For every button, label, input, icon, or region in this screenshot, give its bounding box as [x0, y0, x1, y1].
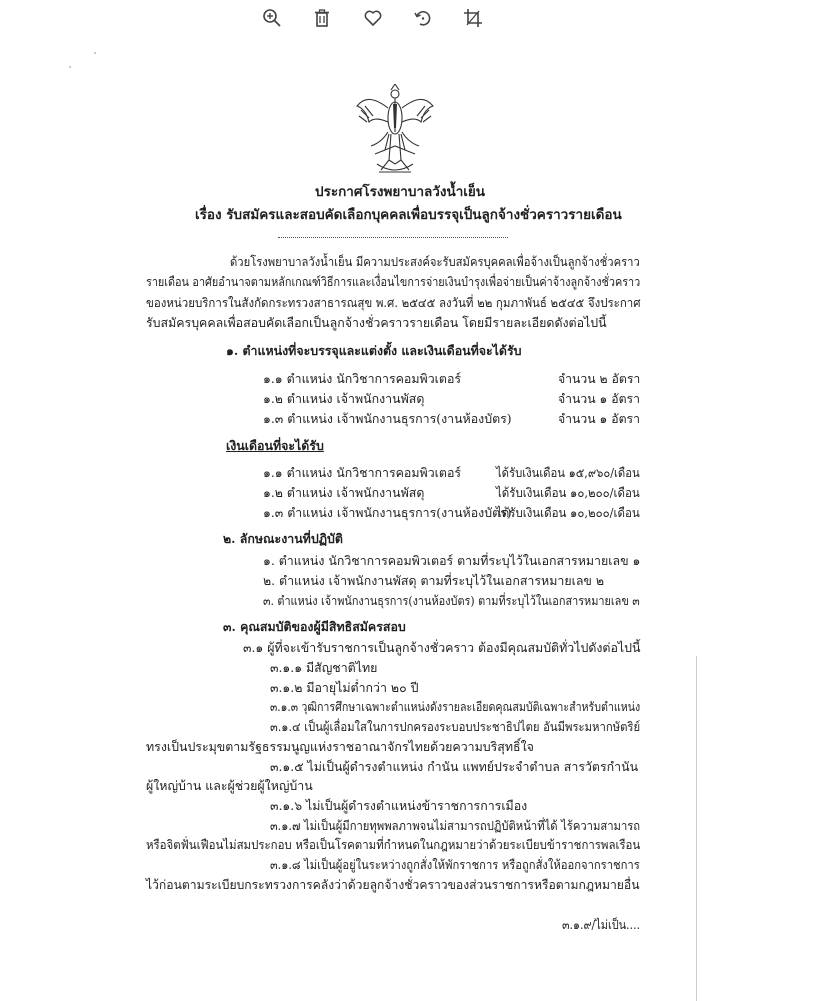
document-page: [0, 36, 833, 986]
title-divider: [278, 237, 508, 238]
zoom-in-icon: [262, 8, 282, 28]
intro-line-4: รับสมัครบุคคลเพื่อสอบคัดเลือกเป็นลูกจ้างชั่วคราวรายเดือน โดยมีรายละเอียดดังต่อไปนี้: [146, 315, 607, 330]
qualification-item: ๓.๑.๓ วุฒิการศึกษาเฉพาะตำแหน่งดังรายละเอียดคุณสมบัติเฉพาะสำหรับตำแหน่ง: [270, 699, 641, 714]
intro-line-3: ของหน่วยบริการในสังกัดกระทรวงสาธารณสุข พ.ศ. ๒๕๔๕ ลงวันที่ ๒๒ กุมภาพันธ์ ๒๕๔๕ จึงประกาศ: [146, 295, 641, 310]
position-count: จำนวน ๑ อัตรา: [558, 391, 640, 406]
section-2-heading: ๒. ลักษณะงานที่ปฏิบัติ: [223, 531, 343, 546]
duty-item: ๑. ตำแหน่ง นักวิชาการคอมพิวเตอร์ ตามที่ระบุไว้ในเอกสารหมายเลข ๑: [263, 553, 641, 568]
section-3-heading: ๓. คุณสมบัติของผู้มีสิทธิสมัครสอบ: [223, 619, 406, 634]
crop-icon: [463, 8, 483, 28]
delete-button[interactable]: [310, 6, 334, 30]
page-edge-line: [696, 656, 697, 1001]
salary-position: ๑.๓ ตำแหน่ง เจ้าพนักงานธุรการ(งานห้องบัตร): [263, 505, 512, 520]
rotate-button[interactable]: [411, 6, 435, 30]
position-label: ๑.๓ ตำแหน่ง เจ้าพนักงานธุรการ(งานห้องบัตร): [263, 411, 512, 426]
qualification-continued: ผู้ใหญ่บ้าน และผู้ช่วยผู้ใหญ่บ้าน: [146, 778, 313, 793]
section-3-1: ๓.๑ ผู้ที่จะเข้ารับราชการเป็นลูกจ้างชั่วคราว ต้องมีคุณสมบัติทั่วไปดังต่อไปนี้: [243, 640, 641, 655]
qualification-continued: หรือจิตฟั่นเฟือนไม่สมประกอบ หรือเป็นโรคตามที่กำหนดในกฎหมายว่าด้วยระเบียบข้าราชการพลเรือน: [146, 837, 641, 852]
qualification-continued: ทรงเป็นประมุขตามรัฐธรรมนูญแห่งราชอาณาจักรไทยด้วยความบริสุทธิ์ใจ: [146, 739, 534, 754]
qualification-item: ๓.๑.๖ ไม่เป็นผู้ดำรงตำแหน่งข้าราชการการเมือง: [270, 798, 528, 813]
position-label: ๑.๒ ตำแหน่ง เจ้าพนักงานพัสดุ: [263, 391, 425, 406]
salary-amount: ได้รับเงินเดือน ๑๐,๒๐๐/เดือน: [496, 485, 640, 500]
duty-item: ๓. ตำแหน่ง เจ้าพนักงานธุรการ(งานห้องบัตร) ตามที่ระบุไว้ในเอกสารหมายเลข ๓: [263, 593, 640, 608]
qualification-continued: ไว้ก่อนตามระเบียบกระทรวงการคลังว่าด้วยลูกจ้างชั่วคราวของส่วนราชการหรือตามกฎหมายอื่น: [146, 877, 640, 892]
scan-speck: [69, 66, 71, 68]
continued-marker: ๓.๑.๙/ไม่เป็น....: [562, 917, 641, 932]
document-subject: เรื่อง รับสมัครและสอบคัดเลือกบุคคลเพื่อบรรจุเป็นลูกจ้างชั่วคราวรายเดือน: [195, 207, 622, 223]
position-label: ๑.๑ ตำแหน่ง นักวิชาการคอมพิวเตอร์: [263, 371, 462, 386]
qualification-item: ๓.๑.๒ มีอายุไม่ต่ำกว่า ๒๐ ปี: [270, 680, 419, 695]
heart-icon: [363, 8, 383, 28]
favorite-button[interactable]: [361, 6, 385, 30]
image-toolbar: [0, 0, 833, 36]
intro-line-1: ด้วยโรงพยาบาลวังน้ำเย็น มีความประสงค์จะรับสมัครบุคคลเพื่อจ้างเป็นลูกจ้างชั่วคราว: [230, 254, 640, 269]
trash-icon: [312, 8, 332, 28]
duty-item: ๒. ตำแหน่ง เจ้าพนักงานพัสดุ ตามที่ระบุไว้ในเอกสารหมายเลข ๒: [263, 573, 604, 588]
salary-amount: ได้รับเงินเดือน ๑๐,๒๐๐/เดือน: [496, 505, 640, 520]
salary-position: ๑.๒ ตำแหน่ง เจ้าพนักงานพัสดุ: [263, 485, 425, 500]
qualification-item: ๓.๑.๑ มีสัญชาติไทย: [270, 660, 378, 675]
position-count: จำนวน ๑ อัตรา: [558, 411, 640, 426]
section-1-heading: ๑. ตำแหน่งที่จะบรรจุและแต่งตั้ง และเงินเดือนที่จะได้รับ: [226, 343, 522, 358]
document-title: ประกาศโรงพยาบาลวังน้ำเย็น: [315, 184, 486, 200]
qualification-item: ๓.๑.๘ ไม่เป็นผู้อยู่ในระหว่างถูกสั่งให้พักราชการ หรือถูกสั่งให้ออกจากราชการ: [270, 857, 640, 872]
rotate-icon: [413, 8, 433, 28]
scan-speck: [94, 52, 96, 54]
qualification-item: ๓.๑.๕ ไม่เป็นผู้ดำรงตำแหน่ง กำนัน แพทย์ประจำตำบล สารวัตรกำนัน: [270, 759, 639, 774]
intro-line-2: รายเดือน อาศัยอำนาจตามหลักเกณฑ์วิธีการและเงื่อนไขการจ่ายเงินบำรุงเพื่อจ่ายเป็นค่าจ้างลูกจ้างชั่วคราว: [146, 274, 641, 289]
position-count: จำนวน ๒ อัตรา: [558, 371, 641, 386]
salary-heading: เงินเดือนที่จะได้รับ: [226, 438, 324, 453]
salary-position: ๑.๑ ตำแหน่ง นักวิชาการคอมพิวเตอร์: [263, 465, 462, 480]
crop-button[interactable]: [461, 6, 485, 30]
zoom-in-button[interactable]: [260, 6, 284, 30]
qualification-item: ๓.๑.๗ ไม่เป็นผู้มีกายทุพพลภาพจนไม่สามารถปฏิบัติหน้าที่ได้ ไร้ความสามารถ: [270, 818, 641, 833]
garuda-emblem: [355, 84, 435, 176]
qualification-item: ๓.๑.๔ เป็นผู้เลื่อมใสในการปกครองระบอบประชาธิปไตย อันมีพระมหากษัตริย์: [270, 719, 641, 734]
salary-amount: ได้รับเงินเดือน ๑๕,๙๖๐/เดือน: [496, 465, 640, 480]
